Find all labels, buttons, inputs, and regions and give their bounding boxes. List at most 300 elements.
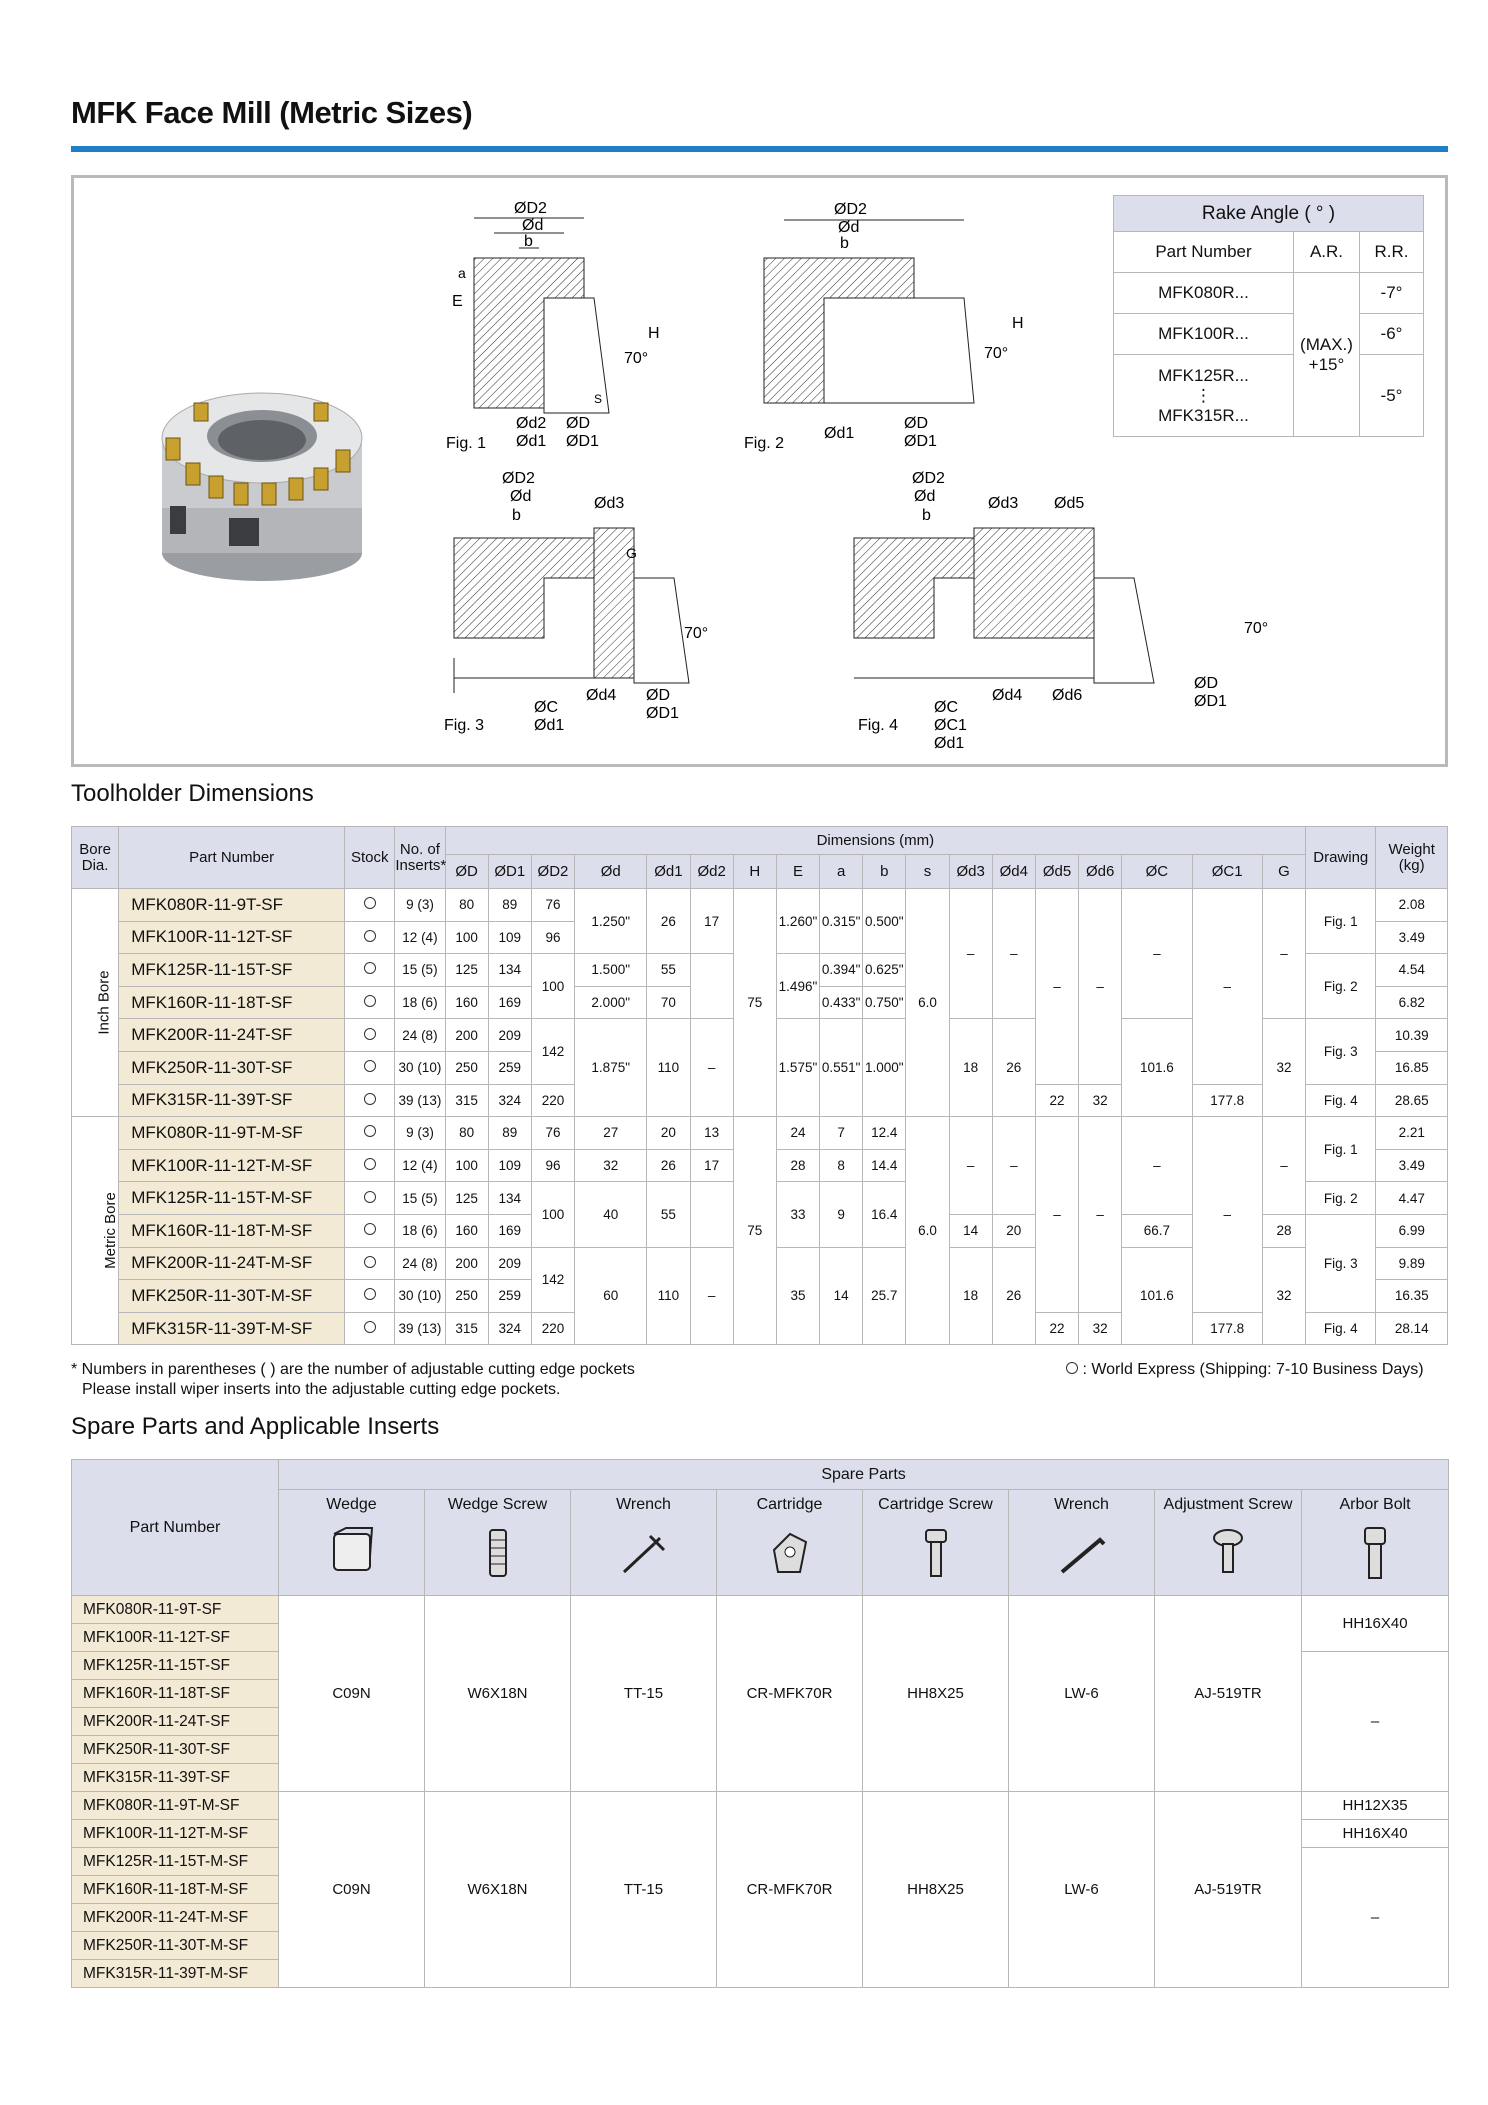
D1-cell: 89 [488, 1117, 531, 1150]
sp-part-number: MFK200R-11-24T-SF [72, 1708, 279, 1736]
table-row [72, 1117, 1448, 1150]
table-row [72, 1792, 1449, 1820]
sp-part-number: MFK315R-11-39T-SF [72, 1764, 279, 1792]
fig4-C-label: ØC [934, 699, 958, 716]
b-cell: 1.000" [863, 1019, 906, 1117]
h-dim-col: ØC [1122, 855, 1192, 889]
d1-cell: 55 [647, 954, 690, 987]
D-cell: 160 [445, 1214, 488, 1247]
h-dim-col: H [733, 855, 776, 889]
d1-cell: 20 [647, 1117, 690, 1150]
inserts-cell: 39 (13) [395, 1084, 445, 1117]
d6-cell: – [1079, 889, 1122, 1085]
weight-cell: 10.39 [1376, 1019, 1448, 1052]
fig2-D1-label: ØD1 [904, 433, 937, 450]
d-cell: 60 [575, 1247, 647, 1345]
stock-cell [345, 889, 395, 922]
bore-label-text: Metric Bore [101, 1192, 119, 1270]
d2-cell: 17 [690, 1149, 733, 1182]
d-cell: 1.500" [575, 954, 647, 987]
D-cell: 100 [445, 921, 488, 954]
part-number: MFK100R-11-12T-M-SF [119, 1149, 345, 1182]
part-number: MFK315R-11-39T-M-SF [119, 1312, 345, 1345]
inserts-cell: 9 (3) [395, 889, 445, 922]
h-dim-col: a [820, 855, 863, 889]
drawing-cell: Fig. 2 [1306, 954, 1376, 1019]
rake-rr-1: -7° [1360, 273, 1424, 314]
fig4-d6-label: Ød6 [1052, 687, 1083, 704]
fig3-b-label: b [512, 507, 521, 524]
sp-cart-cell: CR-MFK70R [717, 1596, 863, 1792]
rake-ar-max: (MAX.) [1300, 334, 1353, 354]
D1-cell: 324 [488, 1084, 531, 1117]
D-cell: 315 [445, 1312, 488, 1345]
stock-cell [345, 1280, 395, 1313]
stock-cell [345, 1051, 395, 1084]
drawing-cell: Fig. 1 [1306, 889, 1376, 954]
part-number: MFK200R-11-24T-M-SF [119, 1247, 345, 1280]
d2-cell [690, 1182, 733, 1247]
G-cell: – [1262, 1117, 1305, 1215]
fig4-d3-label: Ød3 [988, 495, 1019, 512]
h-bore: Bore Dia. [72, 827, 119, 889]
fig4-C1-label: ØC1 [934, 717, 967, 734]
stock-cell [345, 1247, 395, 1280]
arbor-bolt-icon [1302, 1526, 1448, 1587]
d-cell: 2.000" [575, 986, 647, 1019]
figure-1-drawing [434, 198, 714, 468]
sp-part-number: MFK250R-11-30T-SF [72, 1736, 279, 1764]
a-cell: 0.394" [820, 954, 863, 987]
drawing-cell: Fig. 3 [1306, 1019, 1376, 1084]
d1-cell: 110 [647, 1019, 690, 1117]
d5-cell: 22 [1035, 1312, 1078, 1345]
fig1-caption: Fig. 1 [446, 435, 487, 452]
weight-cell: 2.21 [1376, 1117, 1448, 1150]
page-title: MFK Face Mill (Metric Sizes) [71, 95, 473, 130]
sp-col-label: Wrench [1054, 1496, 1109, 1513]
weight-cell: 16.85 [1376, 1051, 1448, 1084]
drawing-cell: Fig. 2 [1306, 1182, 1376, 1215]
d3-cell: 18 [949, 1247, 992, 1345]
legend [1066, 1360, 1424, 1380]
stock-circle-icon [364, 897, 376, 909]
stock-circle-icon [364, 1256, 376, 1268]
stock-cell [345, 1084, 395, 1117]
sp-wscrew-cell: W6X18N [425, 1792, 571, 1988]
fig1-d2b-label: Ød2 [516, 415, 547, 432]
D2-cell: 142 [531, 1019, 574, 1084]
h-dim-col: Ød [575, 855, 647, 889]
d1-cell: 70 [647, 986, 690, 1019]
d1-cell: 55 [647, 1182, 690, 1247]
h-dim-col: Ød4 [992, 855, 1035, 889]
a-cell: 0.433" [820, 986, 863, 1019]
D1-cell: 109 [488, 921, 531, 954]
sp-col-header [1155, 1490, 1302, 1596]
fig4-angle-label: 70° [1244, 620, 1269, 637]
part-number: MFK250R-11-30T-M-SF [119, 1280, 345, 1313]
sp-part-number: MFK250R-11-30T-M-SF [72, 1932, 279, 1960]
b-cell: 0.500" [863, 889, 906, 954]
fig2-D2-label: ØD2 [834, 201, 867, 218]
stock-cell [345, 954, 395, 987]
stock-cell [345, 1214, 395, 1247]
h-dim-col: s [906, 855, 949, 889]
D-cell: 315 [445, 1084, 488, 1117]
D2-cell: 142 [531, 1247, 574, 1312]
d-cell: 32 [575, 1149, 647, 1182]
fig2-d1-label: Ød1 [824, 425, 855, 442]
inserts-cell: 24 (8) [395, 1247, 445, 1280]
C-cell: 66.7 [1122, 1214, 1192, 1247]
D-cell: 250 [445, 1280, 488, 1313]
D-cell: 125 [445, 1182, 488, 1215]
weight-cell: 4.54 [1376, 954, 1448, 987]
part-number: MFK200R-11-24T-SF [119, 1019, 345, 1052]
drawing-cell: Fig. 4 [1306, 1312, 1376, 1345]
fig1-a-label: a [458, 265, 466, 281]
stock-circle-icon [364, 1060, 376, 1072]
rake-ar [1294, 273, 1360, 437]
bore-label [72, 889, 119, 1117]
sp-arbor-cell: – [1302, 1652, 1449, 1792]
s-cell: 6.0 [906, 1117, 949, 1345]
bore-label [72, 1117, 119, 1345]
fig1-angle-label: 70° [624, 350, 649, 367]
sp-col-header [425, 1490, 571, 1596]
G-cell: 32 [1262, 1019, 1305, 1117]
sp-h-group: Spare Parts [279, 1460, 1449, 1490]
sp-wrench-cell: TT-15 [571, 1792, 717, 1988]
D-cell: 160 [445, 986, 488, 1019]
stock-cell [345, 1019, 395, 1052]
fig4-D1-label: ØD1 [1194, 693, 1227, 710]
b-cell: 12.4 [863, 1117, 906, 1150]
sp-part-number: MFK100R-11-12T-SF [72, 1624, 279, 1652]
rake-part-1: MFK080R... [1114, 273, 1294, 314]
spare-parts-title: Spare Parts and Applicable Inserts [71, 1413, 440, 1440]
E-cell: 28 [776, 1149, 819, 1182]
h-dim-col: ØC1 [1192, 855, 1262, 889]
stock-circle-icon [364, 1288, 376, 1300]
sp-col-label: Arbor Bolt [1339, 1496, 1411, 1513]
rake-part-3b: MFK315R... [1158, 405, 1249, 425]
rake-part-3-dots: ⋮ [1195, 385, 1212, 405]
fig3-caption: Fig. 3 [444, 717, 485, 734]
h-dim-col: Ød1 [647, 855, 690, 889]
inserts-cell: 9 (3) [395, 1117, 445, 1150]
h-dim-col: b [863, 855, 906, 889]
fig4-d5-label: Ød5 [1054, 495, 1085, 512]
inserts-cell: 30 (10) [395, 1051, 445, 1084]
C-cell: – [1122, 889, 1192, 1019]
sp-col-header [1302, 1490, 1449, 1596]
sp-wscrew-cell: W6X18N [425, 1596, 571, 1792]
stock-circle-icon [364, 1223, 376, 1235]
toolholder-dimensions-title: Toolholder Dimensions [71, 780, 314, 807]
wedge-screw-icon [425, 1526, 570, 1587]
fig3-d3-label: Ød3 [594, 495, 625, 512]
sp-cart-cell: CR-MFK70R [717, 1792, 863, 1988]
D2-cell: 100 [531, 1182, 574, 1247]
h-dim-col: Ød2 [690, 855, 733, 889]
figure-2-drawing [734, 198, 1034, 468]
sp-part-number: MFK315R-11-39T-M-SF [72, 1960, 279, 1988]
C-cell: – [1122, 1117, 1192, 1215]
D1-cell: 169 [488, 1214, 531, 1247]
inserts-cell: 18 (6) [395, 986, 445, 1019]
wrench-icon [571, 1526, 716, 1587]
rake-part-3 [1114, 355, 1294, 437]
sp-part-number: MFK125R-11-15T-M-SF [72, 1848, 279, 1876]
part-number: MFK080R-11-9T-SF [119, 889, 345, 922]
sp-arbor-cell: – [1302, 1848, 1449, 1988]
table-row [72, 1596, 1449, 1624]
fig3-D2-label: ØD2 [502, 470, 535, 487]
stock-circle-icon [364, 1158, 376, 1170]
D-cell: 200 [445, 1247, 488, 1280]
face-mill-photo [134, 368, 394, 588]
sp-col-header [279, 1490, 425, 1596]
legend-text: : World Express (Shipping: 7-10 Business Days) [1082, 1361, 1424, 1378]
E-cell: 35 [776, 1247, 819, 1345]
rake-ar-value: +15° [1308, 354, 1345, 374]
h-drawing: Drawing [1306, 827, 1376, 889]
inserts-cell: 12 (4) [395, 921, 445, 954]
D2-cell: 220 [531, 1084, 574, 1117]
inserts-cell: 18 (6) [395, 1214, 445, 1247]
hex-wrench-icon [1009, 1526, 1154, 1587]
C1-cell: 177.8 [1192, 1312, 1262, 1345]
rake-rr-2: -6° [1360, 314, 1424, 355]
sp-col-label: Wrench [616, 1496, 671, 1513]
stock-cell [345, 921, 395, 954]
fig2-D-label: ØD [904, 415, 928, 432]
h-dim-col: G [1262, 855, 1305, 889]
d-cell: 1.250" [575, 889, 647, 954]
d4-cell: 26 [992, 1019, 1035, 1117]
G-cell: – [1262, 889, 1305, 1019]
h-stock: Stock [345, 827, 395, 889]
stock-circle-icon [364, 1028, 376, 1040]
d2-cell: – [690, 1247, 733, 1345]
d4-cell: 26 [992, 1247, 1035, 1345]
D1-cell: 259 [488, 1280, 531, 1313]
sp-col-header [863, 1490, 1009, 1596]
b-cell: 0.750" [863, 986, 906, 1019]
drawing-cell: Fig. 3 [1306, 1214, 1376, 1312]
E-cell: 1.260" [776, 889, 819, 954]
stock-cell [345, 1182, 395, 1215]
E-cell: 1.575" [776, 1019, 819, 1117]
a-cell: 0.551" [820, 1019, 863, 1117]
sp-part-number: MFK160R-11-18T-SF [72, 1680, 279, 1708]
h-dim-col: Ød5 [1035, 855, 1078, 889]
fig1-d1-label: Ød1 [516, 433, 547, 450]
weight-cell: 9.89 [1376, 1247, 1448, 1280]
sp-col-label: Wedge [326, 1496, 377, 1513]
weight-cell: 28.65 [1376, 1084, 1448, 1117]
C-cell: 101.6 [1122, 1247, 1192, 1345]
fig3-C-label: ØC [534, 699, 558, 716]
fig4-d4-label: Ød4 [992, 687, 1023, 704]
rake-part-3a: MFK125R... [1158, 365, 1249, 385]
sp-wrench2-cell: LW-6 [1009, 1792, 1155, 1988]
d5-cell: – [1035, 1117, 1078, 1313]
fig1-b-label: b [524, 233, 533, 250]
d6-cell: 32 [1079, 1084, 1122, 1117]
sp-wrench2-cell: LW-6 [1009, 1596, 1155, 1792]
D-cell: 125 [445, 954, 488, 987]
h-dim-col: ØD1 [488, 855, 531, 889]
h-dim-col: ØD2 [531, 855, 574, 889]
weight-cell: 28.14 [1376, 1312, 1448, 1345]
weight-cell: 3.49 [1376, 1149, 1448, 1182]
inserts-cell: 15 (5) [395, 1182, 445, 1215]
weight-cell: 6.82 [1376, 986, 1448, 1019]
D2-cell: 96 [531, 921, 574, 954]
fig2-d-label: Ød [838, 219, 860, 236]
d3-cell: – [949, 889, 992, 1019]
D1-cell: 209 [488, 1247, 531, 1280]
sp-cscrew-cell: HH8X25 [863, 1792, 1009, 1988]
stock-circle-icon [364, 995, 376, 1007]
a-cell: 0.315" [820, 889, 863, 954]
H-cell: 75 [733, 889, 776, 1117]
rake-part-2: MFK100R... [1114, 314, 1294, 355]
h-part: Part Number [119, 827, 345, 889]
stock-circle-icon [1066, 1362, 1078, 1374]
fig4-caption: Fig. 4 [858, 717, 899, 734]
d4-cell: 20 [992, 1214, 1035, 1247]
stock-cell [345, 1312, 395, 1345]
footnote-1: * Numbers in parentheses ( ) are the number of adjustable cutting edge pockets [71, 1361, 635, 1378]
a-cell: 7 [820, 1117, 863, 1150]
C1-cell: – [1192, 889, 1262, 1085]
fig3-angle-label: 70° [684, 625, 709, 642]
rake-h-rr: R.R. [1360, 232, 1424, 273]
sp-adj-cell: AJ-519TR [1155, 1596, 1302, 1792]
drawing-cell: Fig. 1 [1306, 1117, 1376, 1182]
s-cell: 6.0 [906, 889, 949, 1117]
d6-cell: – [1079, 1117, 1122, 1313]
cartridge-screw-icon [863, 1526, 1008, 1587]
d1-cell: 110 [647, 1247, 690, 1345]
d-cell: 27 [575, 1117, 647, 1150]
d5-cell: 22 [1035, 1084, 1078, 1117]
stock-cell [345, 1149, 395, 1182]
figure-3-drawing [414, 468, 794, 758]
rake-h-part: Part Number [1114, 232, 1294, 273]
d4-cell: – [992, 889, 1035, 1019]
sp-part-number: MFK125R-11-15T-SF [72, 1652, 279, 1680]
sp-col-header [717, 1490, 863, 1596]
sp-col-header [1009, 1490, 1155, 1596]
inserts-cell: 39 (13) [395, 1312, 445, 1345]
part-number: MFK160R-11-18T-SF [119, 986, 345, 1019]
h-inserts: No. of Inserts* [395, 827, 445, 889]
inserts-cell: 24 (8) [395, 1019, 445, 1052]
inserts-cell: 15 (5) [395, 954, 445, 987]
fig2-H-label: H [1012, 315, 1024, 332]
d5-cell: – [1035, 889, 1078, 1085]
d1-cell: 26 [647, 889, 690, 954]
sp-col-header [571, 1490, 717, 1596]
h-weight: Weight (kg) [1376, 827, 1448, 889]
D1-cell: 89 [488, 889, 531, 922]
fig4-D2-label: ØD2 [912, 470, 945, 487]
rake-angle-table [1113, 195, 1424, 437]
fig3-G-label: G [626, 545, 637, 561]
footnote-2: Please install wiper inserts into the adjustable cutting edge pockets. [82, 1381, 561, 1398]
fig3-D1-label: ØD1 [646, 705, 679, 722]
weight-cell: 6.99 [1376, 1214, 1448, 1247]
part-number: MFK125R-11-15T-SF [119, 954, 345, 987]
sp-arbor-cell: HH16X40 [1302, 1820, 1449, 1848]
D2-cell: 100 [531, 954, 574, 1019]
d4-cell: – [992, 1117, 1035, 1215]
D1-cell: 134 [488, 1182, 531, 1215]
D1-cell: 169 [488, 986, 531, 1019]
stock-circle-icon [364, 1093, 376, 1105]
d3-cell: – [949, 1117, 992, 1215]
sp-col-label: Wedge Screw [447, 1496, 548, 1513]
E-cell: 24 [776, 1117, 819, 1150]
D2-cell: 96 [531, 1149, 574, 1182]
weight-cell: 2.08 [1376, 889, 1448, 922]
fig1-E-label: E [452, 293, 463, 310]
weight-cell: 4.47 [1376, 1182, 1448, 1215]
stock-circle-icon [364, 930, 376, 942]
sp-col-label: Cartridge Screw [878, 1496, 993, 1513]
sp-col-label: Cartridge [756, 1496, 823, 1513]
sp-wrench-cell: TT-15 [571, 1596, 717, 1792]
fig4-b-label: b [922, 507, 931, 524]
D2-cell: 76 [531, 889, 574, 922]
weight-cell: 3.49 [1376, 921, 1448, 954]
table-row [72, 889, 1448, 922]
d6-cell: 32 [1079, 1312, 1122, 1345]
D-cell: 100 [445, 1149, 488, 1182]
sp-arbor-cell: HH16X40 [1302, 1596, 1449, 1652]
D1-cell: 259 [488, 1051, 531, 1084]
D-cell: 250 [445, 1051, 488, 1084]
H-cell: 75 [733, 1117, 776, 1345]
D-cell: 200 [445, 1019, 488, 1052]
fig1-D2-label: ØD2 [514, 200, 547, 217]
fig3-d4-label: Ød4 [586, 687, 617, 704]
part-number: MFK100R-11-12T-SF [119, 921, 345, 954]
wedge-icon [279, 1526, 424, 1587]
a-cell: 8 [820, 1149, 863, 1182]
figure-4-drawing [814, 468, 1294, 758]
b-cell: 14.4 [863, 1149, 906, 1182]
title-rule [71, 146, 1448, 152]
h-dim-col: Ød3 [949, 855, 992, 889]
stock-circle-icon [364, 962, 376, 974]
fig4-D-label: ØD [1194, 675, 1218, 692]
fig2-b-label: b [840, 235, 849, 252]
d-cell: 40 [575, 1182, 647, 1247]
fig1-D-label: ØD [566, 415, 590, 432]
rake-h-ar: A.R. [1294, 232, 1360, 273]
part-number: MFK125R-11-15T-M-SF [119, 1182, 345, 1215]
a-cell: 9 [820, 1182, 863, 1247]
E-cell: 33 [776, 1182, 819, 1247]
part-number: MFK160R-11-18T-M-SF [119, 1214, 345, 1247]
D1-cell: 324 [488, 1312, 531, 1345]
